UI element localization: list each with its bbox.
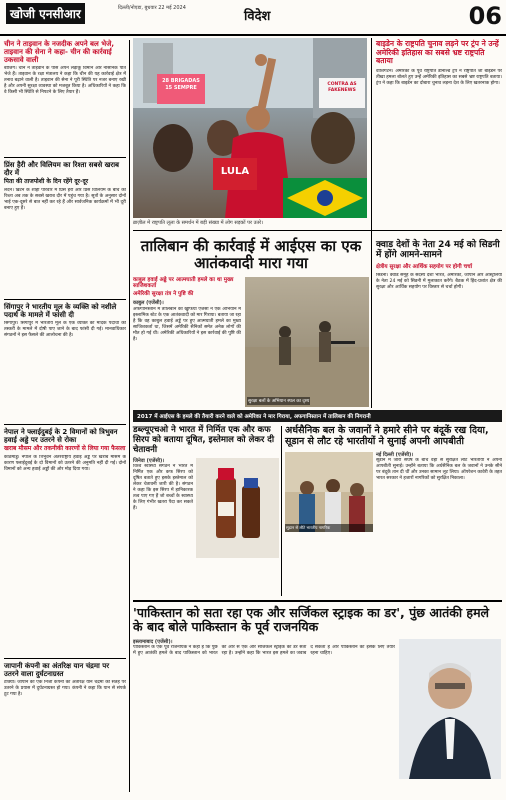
left-story4-headline: नेपाल ने फ्लाईदुबई के 2 विमानों को त्रिभुवन हवाई अड्डे पर उतरने से रोका xyxy=(4,428,118,445)
section-title: विदेश xyxy=(244,9,271,24)
pakistan-body: पाकिस्तान के एक पूर्व राजनयिक ने कहा है कि पुंछ में हुए आतंकी हमले के बाद पाकिस्तान को भारत की ओर से एक और सर्जिकल स्ट्राइक का डर सता रहा है। उन्होंने कहा कि भारत इस हमले का जवाब दे सकता है और पाकिस्तान को इसके लिए तैयार रहना चाहिए। xyxy=(133,644,395,656)
banner-strip: 2017 में आईएस के हमले की तैयारी करने वाले को अमेरिका ने मार गिराया, अफगानिस्तान में तालिबान की निगरानी xyxy=(133,410,502,422)
diplomat-photo xyxy=(399,639,501,779)
left-story1-headline: चीन ने ताइवान के नजदीक अपने बल भेजे, ताइवान की सेना ने कहा- चीन की कार्रवाई उकसावे वाली xyxy=(4,40,115,65)
taliban-photo xyxy=(245,277,369,407)
left-story2 xyxy=(4,157,126,296)
masthead xyxy=(0,0,506,36)
quad-subhead: क्षेत्रीय सुरक्षा और आर्थिक सहयोग पर होगी चर्चा xyxy=(376,263,472,270)
right-story1-body: वॉशिंगटन। अमेरिका के पूर्व राष्ट्रपति डोनाल्ड ट्रंप ने राष्ट्रपति जो बाइडेन पर तीखा हमला बोलते हुए उन्हें अमेरिकी इतिहास का सबसे भ्रष्ट राष्ट्रपति बताया। ट्रंप ने कहा कि बाइडेन का दोबारा चुनाव लड़ना देश के लिए खतरनाक होगा। xyxy=(376,68,502,86)
left-story3-body: सिंगापुर। सिंगापुर में भारतीय मूल के एक व्यक्ति को मादक पदार्थों की तस्करी के मामले में दोषी पाए जाने के बाद फांसी दी गई। मानवाधिकार संगठनों ने इस फैसले की आलोचना की है। xyxy=(4,321,126,339)
left-story4-body: काठमांडू। नेपाल के त्रिभुवन अंतरराष्ट्रीय हवाई अड्डे पर खराब मौसम के कारण फ्लाईदुबई के दो विमानों को उतरने की अनुमति नहीं दी गई। दोनों विमानों को अन्य हवाई अड्डों की ओर मोड़ दिया गया। xyxy=(4,455,126,473)
protest-photo-illustration xyxy=(133,38,367,218)
page-number: 06 xyxy=(468,2,502,30)
left-story5-body: टोक्यो। जापान की एक निजी कंपनी का अंतरिक्ष यान चंद्रमा की सतह पर उतरने के प्रयास में दुर्घटनाग्रस्त हो गया। कंपनी ने कहा कि यान से संपर्क टूट गया है। xyxy=(4,680,126,698)
cough-syrup-illustration xyxy=(196,458,279,558)
newspaper-logo: खोजी एनसीआर xyxy=(6,3,85,24)
left-story3 xyxy=(4,299,126,421)
who-byline: जिनेवा (एजेंसी)। xyxy=(133,458,165,465)
sudan-body: सूडान में जारी संघर्ष के बीच वहां से सुरक्षित लौटे भारतीयों ने अपनी आपबीती सुनाई। उन्होंने बताया कि अर्धसैनिक बल के जवानों ने उनके सीने पर बंदूकें तान दी थीं और उनका सामान लूट लिया। ऑपरेशन कावेरी के तहत भारत सरकार ने हजारों नागरिकों को सुरक्षित निकाला। xyxy=(376,457,502,481)
left-story2-body: लंदन। ब्रिटेन के शाही परिवार में प्रिंस हैरी और प्रिंस विलियम के बीच का रिश्ता अब तक के सबसे खराब दौर में पहुंच गया है। सूत्रों के अनुसार दोनों भाई एक-दूसरे से बात नहीं कर रहे हैं और सार्वजनिक कार्यक्रमों में भी दूरी बनाए हुए हैं। xyxy=(4,188,126,212)
who-story xyxy=(133,426,279,604)
left-story5 xyxy=(4,658,126,740)
protest-sign-2: LULA xyxy=(220,166,250,177)
protest-photo xyxy=(133,38,367,218)
protest-sign-3: CONTRA AS FAKENEWS xyxy=(327,82,357,93)
sudan-photo-caption: सूडान से लौटे भारतीय नागरिक xyxy=(285,524,373,532)
diplomat-portrait-illustration xyxy=(399,639,501,779)
cough-syrup-photo xyxy=(196,458,279,558)
taliban-photo-caption: सुरक्षा बलों के अभियान स्थल का दृश्य xyxy=(248,398,310,404)
dateline: दिल्ली/नोएडा, बुधवार 22 मई 2024 xyxy=(118,5,186,11)
sudan-headline: अर्धसैनिक बल के जवानों ने हमारे सीने पर बंदूकें रख दिया, सूडान से लौट रहे भारतीयों ने सुनाई अपनी आपबीती xyxy=(285,425,489,447)
taliban-bullet-2: अमेरिकी सुरक्षा तंत्र ने पुष्टि की xyxy=(133,291,194,298)
left-column xyxy=(4,40,126,740)
right-story1-headline: बाइडेन के राष्ट्रपति चुनाव लड़ने पर ट्रंप ने उन्हें अमेरिकी इतिहास का सबसे भ्रष्ट राष्ट्रपति बताया xyxy=(376,39,499,66)
left-story5-headline: जापानी कंपनी का अंतरिक्ष यान चंद्रमा पर उतरने वाला दुर्घटनाग्रस्त xyxy=(4,662,110,679)
pakistan-headline: 'पाकिस्तान को सता रहा एक और सर्जिकल स्ट्राइक का डर', पुंछ आतंकी हमले के बाद बोले पाकिस्तान के पूर्व राजनयिक xyxy=(133,605,490,635)
left-story1-body: बीजिंग। चीन ने ताइवान के पास अपने लड़ाकू विमान और नौसैनिक पोत भेजे हैं। ताइवान के रक्षा मंत्रालय ने कहा कि चीन की यह कार्रवाई क्षेत्र में तनाव बढ़ाने वाली है। ताइवान की सेना ने पूरी स्थिति पर नजर बनाए रखी है और अपनी सुरक्षा व्यवस्था को मजबूत किया है। अधिकारियों ने कहा कि वे किसी भी स्थिति से निपटने के लिए तैयार हैं। xyxy=(4,66,126,96)
protest-sign-1: 28 BRIGADAS 15 SEMPRE xyxy=(162,78,200,91)
sudan-byline: नई दिल्ली (एजेंसी)। xyxy=(376,451,414,458)
taliban-body: अफगानिस्तान में तालिबान की खुफिया एजेंसी ने एक अभियान में इस्लामिक स्टेट के एक आतंकवादी को मार गिराया। बताया जा रहा है कि वह काबुल हवाई अड्डे पर हुए आत्मघाती हमले का मुख्य साजिशकर्ता था, जिसमें अमेरिकी सैनिकों समेत अनेक लोगों की मौत हो गई थी। अमेरिकी अधिकारियों ने इस कार्रवाई की पुष्टि की है। xyxy=(133,307,241,343)
who-headline: डब्ल्यूएचओ ने भारत में निर्मित एक और कफ सिरप को बताया दूषित, इस्तेमाल को लेकर दी चेतावनी xyxy=(133,425,275,455)
sudan-photo-illustration xyxy=(285,452,373,532)
taliban-byline: काबुल (एजेंसी)। xyxy=(133,300,164,307)
who-body: विश्व स्वास्थ्य संगठन ने भारत में निर्मित एक और कफ सिरप को दूषित बताते हुए इसके इस्तेमाल को लेकर चेतावनी जारी की है। संगठन ने कहा कि इस सिरप में हानिकारक तत्व पाए गए हैं जो बच्चों के स्वास्थ्य के लिए गंभीर खतरा पैदा कर सकते हैं। xyxy=(133,464,193,512)
taliban-photo-illustration xyxy=(245,277,369,407)
sudan-story xyxy=(285,426,502,598)
left-story4 xyxy=(4,424,126,655)
pakistan-byline: इस्लामाबाद (एजेंसी)। xyxy=(133,638,173,645)
taliban-story xyxy=(133,238,369,437)
left-story2-headline: प्रिंस हैरी और विलियम का रिश्ता सबसे खराब दौर में xyxy=(4,161,120,178)
taliban-bullet-1: काबुल हवाई अड्डे पर आत्मघाती हमले का था मुख्य साजिशकर्ता xyxy=(133,276,234,289)
left-story3-headline: सिंगापुर ने भारतीय मूल के व्यक्ति को नशीले पदार्थ के मामले में फांसी दी xyxy=(4,303,117,320)
quad-body: सिडनी। क्वाड समूह के सदस्य देशों भारत, अमेरिका, जापान और ऑस्ट्रेलिया के नेता 24 मई को सिडनी में मुलाकात करेंगे। बैठक में हिंद-प्रशांत क्षेत्र की सुरक्षा और आर्थिक सहयोग पर विस्तार से चर्चा होगी। xyxy=(376,273,502,290)
quad-story xyxy=(376,240,502,393)
sudan-photo xyxy=(285,452,373,532)
protest-photo-caption: ब्राज़ील में राष्ट्रपति लूला के समर्थन में बड़ी संख्या में लोग सड़कों पर उतरे। xyxy=(133,220,264,226)
quad-headline: क्वाड देशों के नेता 24 मई को सिडनी में होंगे आमने-सामने xyxy=(376,240,500,261)
left-story2-subhead: पिता की ताजपोशी के दिन रहेंगे दूर-दूर xyxy=(4,178,89,186)
left-story4-subhead: खराब मौसम और तकनीकी कारणों से लिया गया फैसला xyxy=(4,445,126,453)
right-column xyxy=(376,40,502,219)
pakistan-story xyxy=(133,606,502,779)
taliban-headline: तालिबान की कार्रवाई में आईएस का एक आतंकवादी मारा गया xyxy=(140,237,362,273)
